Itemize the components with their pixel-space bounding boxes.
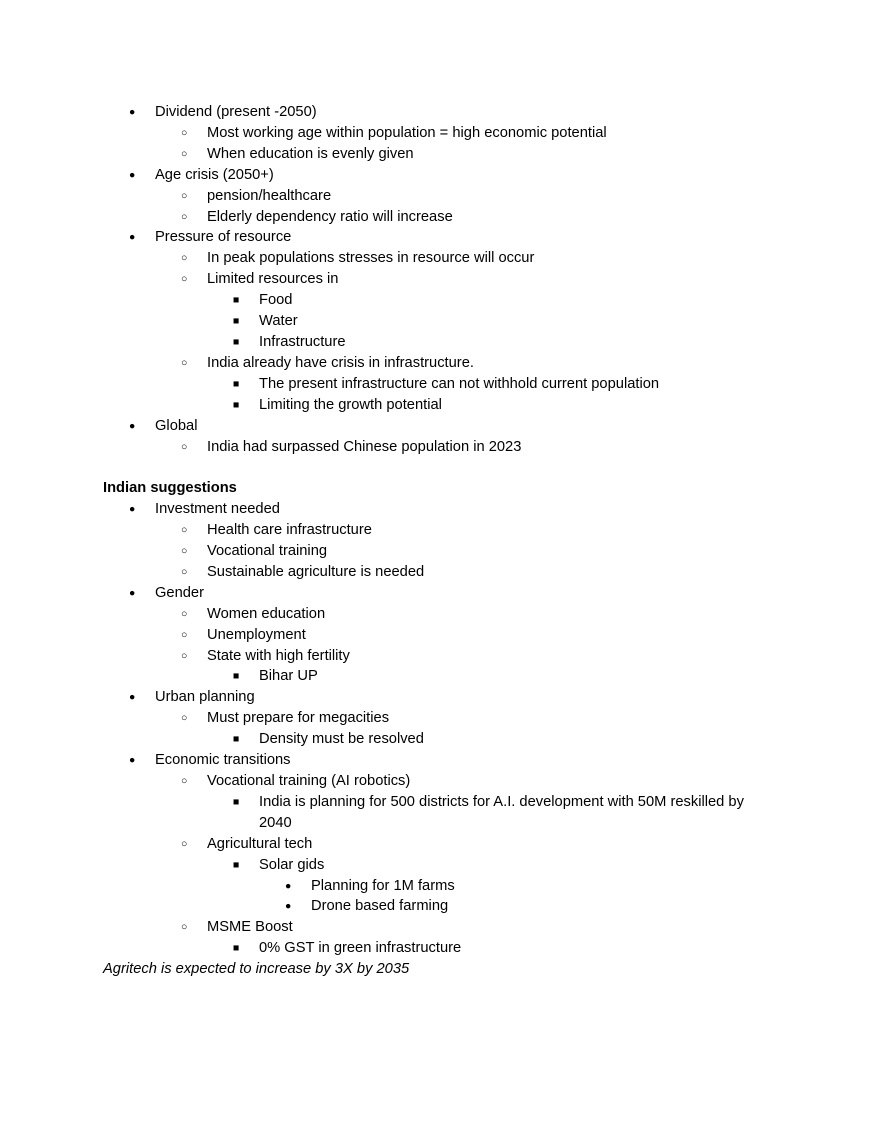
- bullet-item-level-2: [103, 123, 777, 144]
- bullet-item-level-2: [103, 269, 777, 290]
- bullet-marker-icon: ●: [129, 754, 136, 767]
- bullet-marker-icon: ○: [181, 126, 188, 139]
- bullet-marker-icon: ○: [181, 921, 188, 934]
- bullet-item-level-3: [103, 311, 777, 332]
- bullet-text: Global: [155, 417, 198, 434]
- bullet-marker-icon: ○: [181, 252, 188, 265]
- bullet-text: Limited resources in: [207, 271, 339, 288]
- bullet-marker-icon: ■: [233, 733, 240, 746]
- blank-line: [103, 457, 777, 478]
- bullet-item-level-2: [103, 562, 777, 583]
- bullet-item-level-3: [103, 332, 777, 353]
- bullet-item-level-2: [103, 437, 777, 458]
- bullet-text: Solar gids: [259, 856, 325, 873]
- bullet-text: pension/healthcare: [207, 187, 332, 204]
- bullet-text: Sustainable agriculture is needed: [207, 563, 425, 580]
- bullet-marker-icon: ○: [181, 607, 188, 620]
- bullet-text: Health care infrastructure: [207, 522, 372, 539]
- bullet-text: Pressure of resource: [155, 229, 292, 246]
- bullet-text: Age crisis (2050+): [155, 166, 274, 183]
- bullet-item-level-3: [103, 792, 777, 834]
- bullet-text: India had surpassed Chinese population in 2023: [207, 438, 522, 455]
- bullet-marker-icon: ●: [285, 879, 292, 892]
- bullet-item-level-1: [103, 687, 777, 708]
- bullet-item-level-1: [103, 499, 777, 520]
- bullet-marker-icon: ●: [129, 168, 136, 181]
- document-body: [103, 102, 777, 980]
- bullet-text: When education is evenly given: [207, 145, 414, 162]
- bullet-text: Limiting the growth potential: [259, 396, 442, 413]
- bullet-item-level-1: [103, 227, 777, 248]
- bullet-item-level-1: [103, 583, 777, 604]
- bullet-marker-icon: ■: [233, 335, 240, 348]
- bullet-text: Bihar UP: [259, 668, 318, 685]
- bullet-item-level-1: [103, 102, 777, 123]
- bullet-marker-icon: ■: [233, 398, 240, 411]
- bullet-text: India is planning for 500 districts for A.I. development with 50M reskilled by 2040: [259, 793, 744, 831]
- bullet-item-level-2: [103, 604, 777, 625]
- bullet-item-level-3: [103, 290, 777, 311]
- bullet-item-level-2: [103, 541, 777, 562]
- bullet-marker-icon: ●: [129, 586, 136, 599]
- bullet-text: Infrastructure: [259, 333, 346, 350]
- bullet-text: In peak populations stresses in resource will occur: [207, 250, 535, 267]
- bullet-item-level-3: [103, 855, 777, 876]
- bullet-text: 0% GST in green infrastructure: [259, 940, 462, 957]
- bullet-item-level-3: [103, 666, 777, 687]
- bullet-text: Gender: [155, 584, 204, 601]
- bullet-marker-icon: ○: [181, 440, 188, 453]
- bullet-marker-icon: ○: [181, 210, 188, 223]
- bullet-item-level-2: [103, 625, 777, 646]
- bullet-marker-icon: ■: [233, 315, 240, 328]
- bullet-marker-icon: ○: [181, 147, 188, 160]
- bullet-text: Unemployment: [207, 626, 306, 643]
- bullet-marker-icon: ○: [181, 524, 188, 537]
- bullet-text: Drone based farming: [311, 898, 449, 915]
- bullet-text: Food: [259, 292, 293, 309]
- bullet-marker-icon: ●: [129, 231, 136, 244]
- bullet-item-level-4: [103, 896, 777, 917]
- bullet-item-level-3: [103, 374, 777, 395]
- bullet-item-level-1: [103, 165, 777, 186]
- bullet-item-level-1: [103, 416, 777, 437]
- bullet-marker-icon: ○: [181, 628, 188, 641]
- bullet-item-level-3: [103, 729, 777, 750]
- bullet-marker-icon: ○: [181, 774, 188, 787]
- bullet-marker-icon: ●: [129, 503, 136, 516]
- bullet-text: Must prepare for megacities: [207, 710, 390, 727]
- bullet-text: Investment needed: [155, 501, 280, 518]
- bullet-marker-icon: ○: [181, 712, 188, 725]
- bullet-marker-icon: ●: [129, 106, 136, 118]
- bullet-item-level-2: [103, 248, 777, 269]
- bullet-text: Elderly dependency ratio will increase: [207, 208, 453, 225]
- bullet-text: Planning for 1M farms: [311, 877, 455, 894]
- bullet-marker-icon: ○: [181, 356, 188, 369]
- bullet-text: Urban planning: [155, 689, 255, 706]
- bullet-marker-icon: ●: [129, 691, 136, 704]
- bullet-marker-icon: ○: [181, 649, 188, 662]
- bullet-marker-icon: ○: [181, 837, 188, 850]
- bullet-marker-icon: ○: [181, 565, 188, 578]
- bullet-marker-icon: ○: [181, 273, 188, 286]
- bullet-text: Most working age within population = high economic potential: [207, 124, 607, 141]
- bullet-text: Agricultural tech: [207, 835, 313, 852]
- bullet-text: State with high fertility: [207, 647, 350, 664]
- bullet-item-level-3: [103, 395, 777, 416]
- bullet-item-level-2: [103, 144, 777, 165]
- bullet-text: Density must be resolved: [259, 731, 424, 748]
- bullet-text: Women education: [207, 605, 326, 622]
- bullet-item-level-2: [103, 708, 777, 729]
- bullet-item-level-2: [103, 771, 777, 792]
- section-heading: Indian suggestions: [103, 480, 237, 497]
- bullet-marker-icon: ●: [129, 419, 136, 432]
- footnote-italic: Agritech is expected to increase by 3X by 2035: [103, 961, 410, 978]
- bullet-item-level-2: [103, 834, 777, 855]
- bullet-marker-icon: ■: [233, 942, 240, 955]
- bullet-text: MSME Boost: [207, 919, 293, 936]
- bullet-item-level-4: [103, 876, 777, 897]
- bullet-item-level-1: [103, 750, 777, 771]
- bullet-marker-icon: ■: [233, 294, 240, 307]
- bullet-marker-icon: ●: [285, 900, 292, 913]
- bullet-item-level-2: [103, 520, 777, 541]
- bullet-marker-icon: ■: [233, 795, 240, 808]
- bullet-item-level-2: [103, 917, 777, 938]
- bullet-item-level-2: [103, 353, 777, 374]
- bullet-text: Water: [259, 313, 298, 330]
- bullet-text: Dividend (present -2050): [155, 104, 317, 120]
- bullet-text: Economic transitions: [155, 752, 291, 769]
- bullet-text: India already have crisis in infrastructure.: [207, 354, 474, 371]
- bullet-item-level-3: [103, 938, 777, 959]
- bullet-marker-icon: ■: [233, 377, 240, 390]
- bullet-item-level-2: [103, 207, 777, 228]
- bullet-text: Vocational training: [207, 543, 328, 560]
- bullet-marker-icon: ■: [233, 858, 240, 871]
- bullet-marker-icon: ■: [233, 670, 240, 683]
- bullet-text: The present infrastructure can not withhold current population: [259, 375, 660, 392]
- bullet-marker-icon: ○: [181, 545, 188, 558]
- bullet-marker-icon: ○: [181, 189, 188, 202]
- bullet-text: Vocational training (AI robotics): [207, 772, 411, 789]
- bullet-item-level-2: [103, 646, 777, 667]
- bullet-item-level-2: [103, 186, 777, 207]
